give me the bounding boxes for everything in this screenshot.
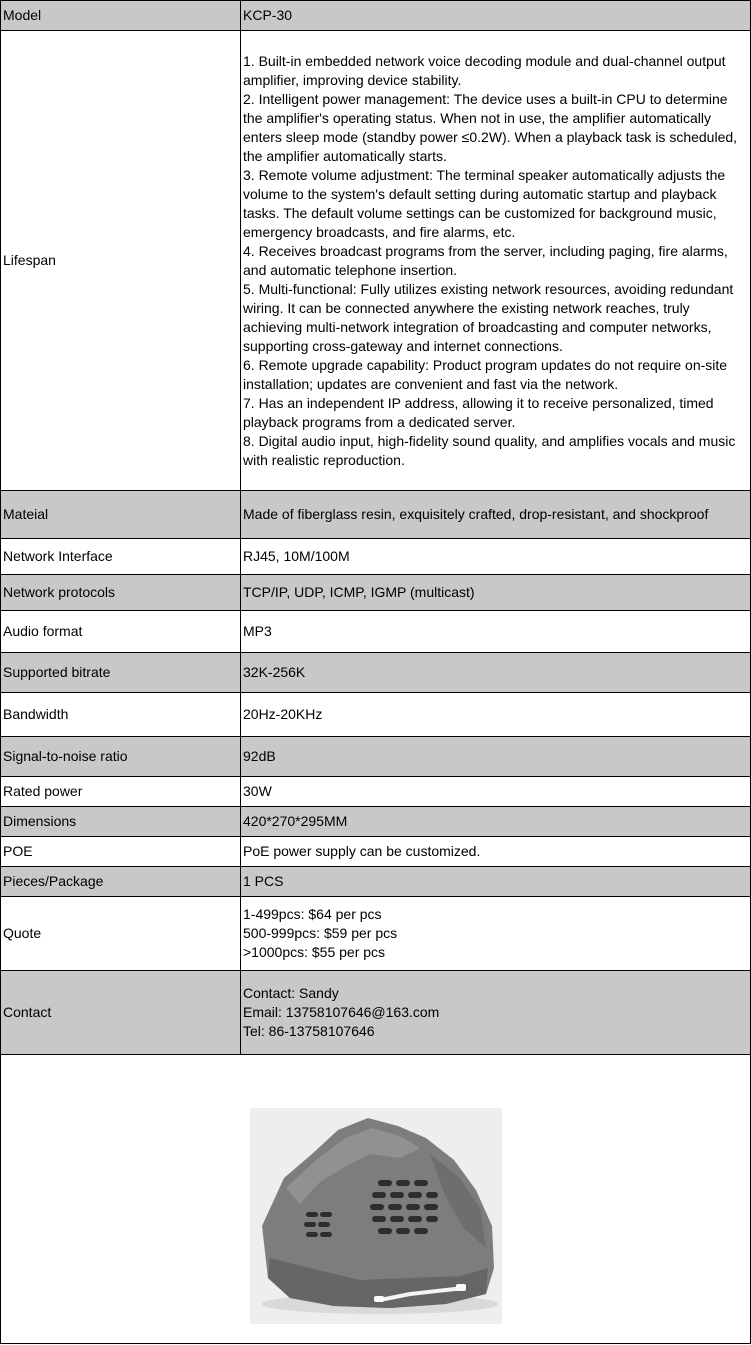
row-value: 420*270*295MM <box>241 807 751 837</box>
row-value: 20Hz-20KHz <box>241 693 751 737</box>
row-value: TCP/IP, UDP, ICMP, IGMP (multicast) <box>241 575 751 611</box>
row-value: MP3 <box>241 611 751 653</box>
row-label: Lifespan <box>1 31 241 491</box>
row-label: Bandwidth <box>1 693 241 737</box>
table-row <box>1 611 751 653</box>
row-label: Quote <box>1 897 241 971</box>
row-value: KCP-30 <box>241 1 751 31</box>
row-label: Rated power <box>1 777 241 807</box>
row-label: Mateial <box>1 491 241 539</box>
row-label: Supported bitrate <box>1 653 241 693</box>
table-row <box>1 31 751 491</box>
table-row <box>1 867 751 897</box>
table-row <box>1 575 751 611</box>
row-value-list <box>241 897 751 971</box>
table-row <box>1 1055 751 1344</box>
row-label: Audio format <box>1 611 241 653</box>
feature-line: 8. Digital audio input, high-fidelity sound quality, and amplifies vocals and music with realistic reproduction. <box>243 432 736 468</box>
row-value: RJ45, 10M/100M <box>241 539 751 575</box>
row-value: 92dB <box>241 737 751 777</box>
table-row <box>1 777 751 807</box>
row-label: Network protocols <box>1 575 241 611</box>
row-label: Dimensions <box>1 807 241 837</box>
row-value: Made of fiberglass resin, exquisitely crafted, drop-resistant, and shockproof <box>241 491 751 539</box>
table-row <box>1 491 751 539</box>
feature-line: 3. Remote volume adjustment: The terminal speaker automatically adjusts the volume to the system's default setting during automatic startup and playback tasks. The default volume settings can be customized for background music, emergency broadcasts, and fire alarms, etc. <box>243 166 726 240</box>
row-label: Model <box>1 1 241 31</box>
table-row <box>1 737 751 777</box>
table-row <box>1 539 751 575</box>
quote-line: 500-999pcs: $59 per pcs <box>243 925 398 941</box>
table-row <box>1 971 751 1055</box>
product-image-cell <box>1 1055 751 1344</box>
table-row <box>1 837 751 867</box>
row-label: Network Interface <box>1 539 241 575</box>
row-value: PoE power supply can be customized. <box>241 837 751 867</box>
feature-line: 6. Remote upgrade capability: Product program updates do not require on-site installation; updates are convenient and fast via the network. <box>243 356 728 392</box>
row-label: Signal-to-noise ratio <box>1 737 241 777</box>
contact-line: Contact: Sandy <box>243 985 339 1001</box>
row-value: 30W <box>241 777 751 807</box>
feature-line: 7. Has an independent IP address, allowing it to receive personalized, timed playback programs from a dedicated server. <box>243 394 714 430</box>
row-value: 32K-256K <box>241 653 751 693</box>
row-value: 1 PCS <box>241 867 751 897</box>
feature-line: 4. Receives broadcast programs from the server, including paging, fire alarms, and automatic telephone insertion. <box>243 242 728 278</box>
table-row <box>1 653 751 693</box>
table-row <box>1 807 751 837</box>
table-row <box>1 1 751 31</box>
row-value-list <box>241 971 751 1055</box>
contact-line: Email: 13758107646@163.com <box>243 1004 440 1020</box>
feature-line: 5. Multi-functional: Fully utilizes existing network resources, avoiding redundant wiring. It can be connected anywhere the existing network reaches, truly achieving multi-network integration of broadcasting and computer networks, supporting cross-gateway and internet connections. <box>243 280 734 354</box>
table-row <box>1 897 751 971</box>
row-value-list <box>241 31 751 491</box>
table-row <box>1 693 751 737</box>
contact-line: Tel: 86-13758107646 <box>243 1023 375 1039</box>
row-label: Contact <box>1 971 241 1055</box>
feature-line: 1. Built-in embedded network voice decoding module and dual-channel output amplifier, improving device stability. <box>243 52 726 88</box>
row-label: POE <box>1 837 241 867</box>
quote-line: 1-499pcs: $64 per pcs <box>243 906 382 922</box>
row-label: Pieces/Package <box>1 867 241 897</box>
quote-line: >1000pcs: $55 per pcs <box>243 944 386 960</box>
feature-line: 2. Intelligent power management: The device uses a built-in CPU to determine the amplifier's operating status. When not in use, the amplifier automatically enters sleep mode (standby power ≤0.2W). When a playback task is scheduled, the amplifier automatically starts. <box>243 90 738 164</box>
rock-speaker-photo-icon <box>250 1108 502 1324</box>
